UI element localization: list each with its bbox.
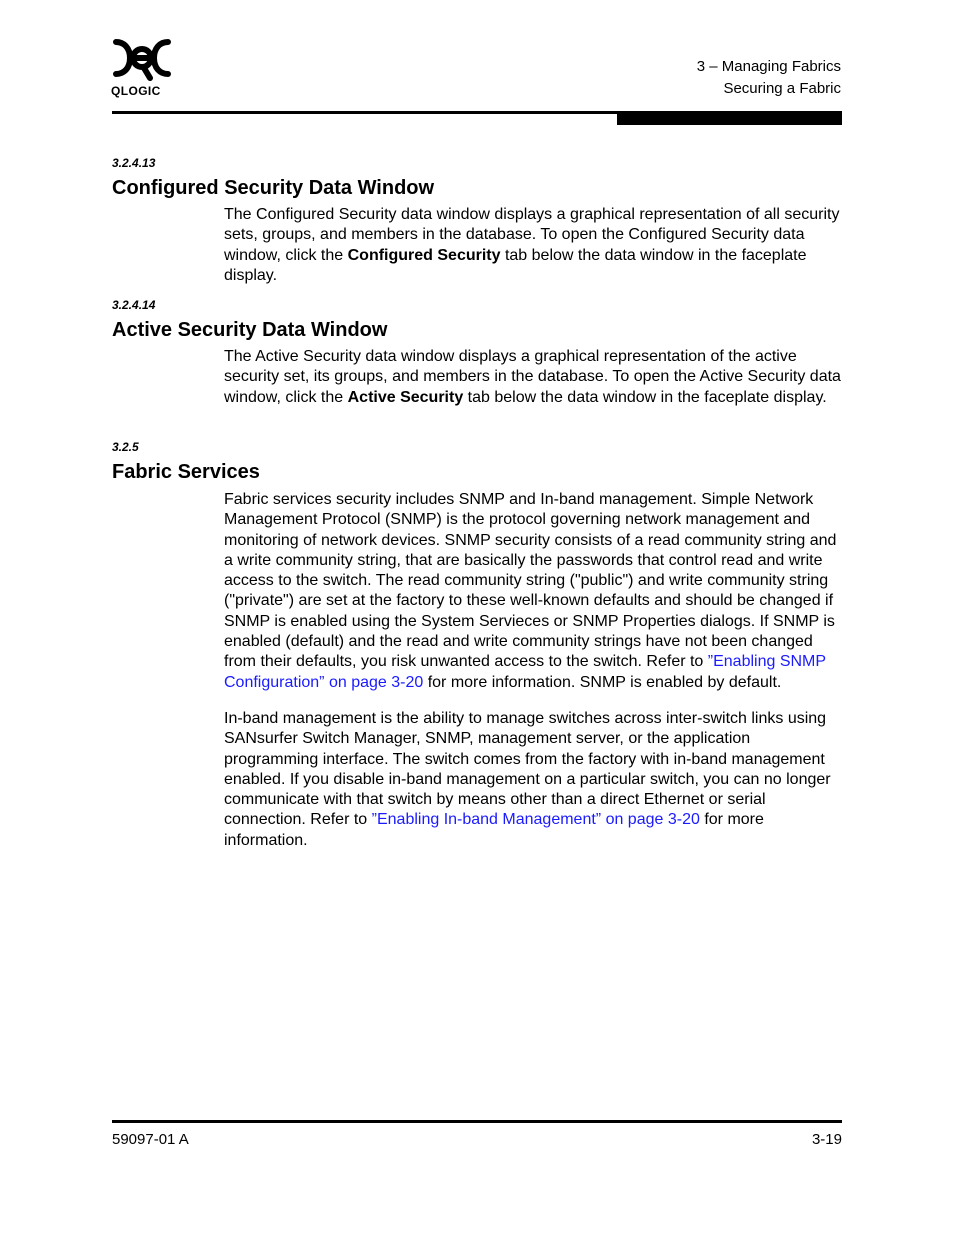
page-number: 3-19 bbox=[811, 1131, 842, 1148]
section-title: Securing a Fabric bbox=[723, 80, 841, 97]
document-number: 59097-01 A bbox=[112, 1131, 189, 1148]
cross-reference-link-snmp[interactable]: ”Enabling SNMP Configuration” on page 3-20 bbox=[224, 653, 826, 691]
section-configured-security bbox=[112, 156, 842, 302]
ui-term: Configured Security bbox=[347, 246, 501, 264]
section-heading: Active Security Data Window bbox=[112, 319, 388, 341]
section-number: 3.2.4.13 bbox=[112, 156, 156, 170]
text-run: tab below the data window in the faceplate display. bbox=[224, 246, 807, 284]
section-active-security bbox=[112, 298, 842, 424]
cross-reference-link-inband[interactable]: ”Enabling In-band Management” on page 3-20 bbox=[371, 811, 700, 829]
text-run: tab below the data window in the faceplate display. bbox=[463, 388, 827, 406]
section-heading: Configured Security Data Window bbox=[112, 177, 435, 199]
body-paragraph bbox=[224, 347, 842, 408]
footer-rule bbox=[112, 1120, 842, 1123]
ui-term: Active Security bbox=[347, 388, 464, 406]
qlogic-logo-icon bbox=[110, 38, 174, 82]
text-run: for more information. bbox=[224, 811, 764, 849]
section-heading: Fabric Services bbox=[112, 461, 260, 483]
body-paragraph bbox=[224, 709, 842, 851]
text-run: The Configured Security data window displays a graphical representation of all security sets, groups, and members in the database. To open the Configured Security data window, click the bbox=[224, 206, 840, 264]
qlogic-logo bbox=[110, 38, 176, 100]
body-paragraph bbox=[224, 490, 842, 693]
text-run: Fabric services security includes SNMP and In-band management. Simple Network Management Protocol (SNMP) is the protocol governing network management and monitoring of network devices. SNMP security consists of a read community string and a write community string, that are basically the passwords that control read and write access to the switch. The read community string ("public") and write community string ("private") are set at the factory to these well-known defaults and should be changed if SNMP is enabled using the System Servieces or SNMP Properties dialogs. If SNMP is enabled (default) and the read and write community strings have not been changed from their defaults, you risk unwanted access to the switch. Refer to bbox=[224, 491, 837, 671]
logo-text: QLOGIC bbox=[111, 84, 161, 98]
text-run: In-band management is the ability to manage switches across inter-switch links using SANsurfer Switch Manager, SNMP, management server, or the application programming interface. The switch comes from the factory with in-band management enabled. If you disable in-band management on a particular switch, you can no longer communicate with that switch by means other than a direct Ethernet or serial connection. Refer to bbox=[224, 709, 831, 829]
section-number: 3.2.5 bbox=[112, 440, 139, 454]
body-paragraph bbox=[224, 205, 842, 286]
chapter-title: 3 – Managing Fabrics bbox=[696, 58, 841, 75]
running-header bbox=[697, 56, 841, 100]
header-rule-thick bbox=[617, 111, 842, 125]
header-rule-thin bbox=[112, 111, 617, 114]
text-run: The Active Security data window displays a graphical representation of the active security set, its groups, and members in the database. To open the Active Security data window, click the bbox=[224, 348, 841, 406]
section-number: 3.2.4.14 bbox=[112, 298, 156, 312]
text-run: for more information. SNMP is enabled by default. bbox=[423, 673, 782, 691]
section-fabric-services bbox=[112, 440, 842, 867]
